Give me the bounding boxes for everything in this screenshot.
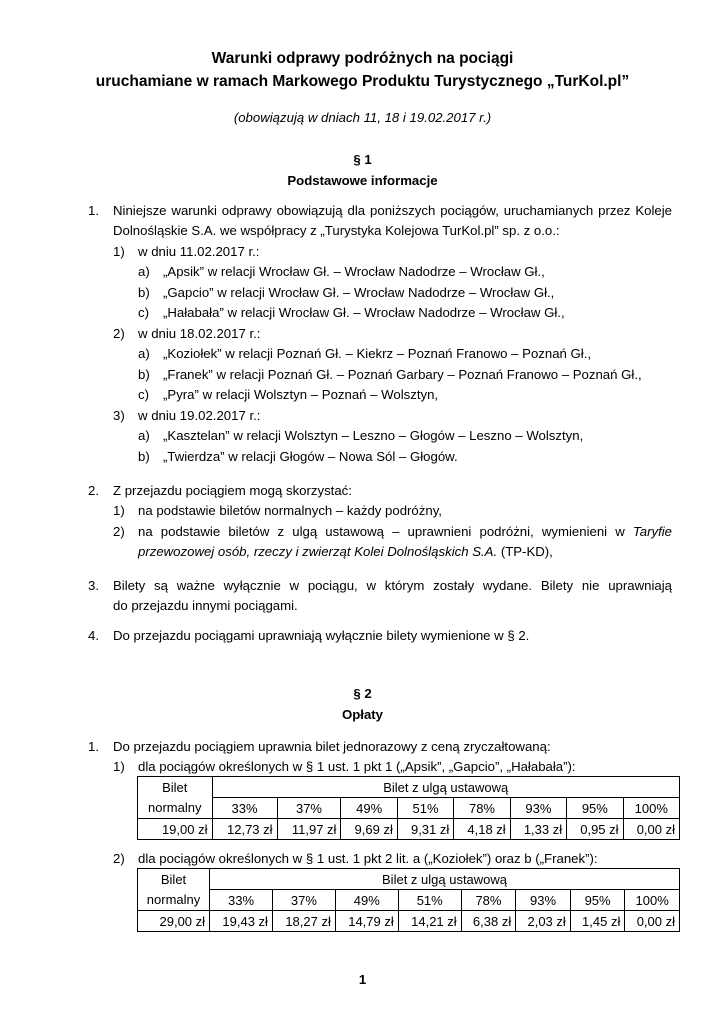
eligibility-item-line1 — [138, 523, 672, 541]
train-item: „Franek” w relacji Poznań Gł. – Poznań Garbary – Poznań Franowo – Poznań Gł., — [163, 367, 642, 382]
discount-percent: 49% — [341, 798, 397, 819]
s1-p3-number: 3. — [88, 578, 99, 593]
train-letter: a) — [138, 346, 150, 361]
s1-p1-number: 1. — [88, 203, 99, 218]
discount-percent: 100% — [625, 890, 680, 911]
discount-percent: 37% — [272, 890, 335, 911]
train-letter: b) — [138, 285, 150, 300]
s1-p4-number: 4. — [88, 628, 99, 643]
train-item: „Pyra” w relacji Wolsztyn – Poznań – Wolsztyn, — [163, 387, 439, 402]
reduced-ticket-header: Bilet z ulgą ustawową — [210, 869, 680, 890]
train-letter: a) — [138, 428, 150, 443]
discount-percent: 78% — [454, 798, 510, 819]
train-item: „Hałabała” w relacji Wrocław Gł. – Wrocław Nadodrze – Wrocław Gł., — [163, 305, 565, 320]
day-label: w dniu 19.02.2017 r.: — [138, 408, 261, 423]
train-letter: b) — [138, 449, 150, 464]
eligibility-number: 2) — [113, 524, 125, 539]
train-letter: b) — [138, 367, 150, 382]
reduced-price: 2,03 zł — [516, 911, 571, 932]
fare-table-caption: dla pociągów określonych w § 1 ust. 1 pkt 2 lit. a („Koziołek”) oraz b („Franek”): — [138, 851, 598, 866]
discount-percent: 95% — [567, 798, 623, 819]
section1-heading: Podstawowe informacje — [287, 173, 438, 188]
s1-p3-line2: do przejazdu innymi pociągami. — [113, 598, 298, 613]
discount-percent: 37% — [277, 798, 341, 819]
fare-table-caption: dla pociągów określonych w § 1 ust. 1 pkt 1 („Apsik”, „Gapcio”, „Hałabała”): — [138, 759, 576, 774]
discount-percent: 49% — [335, 890, 398, 911]
day-number: 1) — [113, 244, 125, 259]
s2-p1-line1: Do przejazdu pociągiem uprawnia bilet jednorazowy z ceną zryczałtowaną: — [113, 739, 551, 754]
discount-percent: 33% — [212, 798, 277, 819]
train-item: „Kasztelan” w relacji Wolsztyn – Leszno – Głogów – Leszno – Wolsztyn, — [163, 428, 584, 443]
train-item: „Koziołek” w relacji Poznań Gł. – Kiekrz – Poznań Franowo – Poznań Gł., — [163, 346, 592, 361]
reduced-price: 19,43 zł — [210, 911, 273, 932]
reduced-price: 14,79 zł — [335, 911, 398, 932]
day-number: 2) — [113, 326, 125, 341]
eligibility-item: na podstawie biletów normalnych – każdy podróżny, — [138, 503, 442, 518]
normal-price: 29,00 zł — [138, 911, 210, 932]
day-number: 3) — [113, 408, 125, 423]
discount-percent: 93% — [516, 890, 571, 911]
document-title-line2: uruchamiane w ramach Markowego Produktu Turystycznego „TurKol.pl” — [95, 73, 630, 90]
discount-percent: 78% — [461, 890, 516, 911]
fare-table-1 — [137, 776, 680, 840]
s1-p1-line1: Niniejsze warunki odprawy obowiązują dla poniższych pociągów, uruchamianych przez Koleje — [113, 203, 672, 218]
reduced-price: 11,97 zł — [277, 819, 341, 840]
eligibility-item-line2 — [138, 543, 553, 561]
discount-percent: 95% — [570, 890, 625, 911]
section2-heading: Opłaty — [341, 707, 384, 722]
reduced-price: 9,69 zł — [341, 819, 397, 840]
train-item: „Twierdza” w relacji Głogów – Nowa Sól – Głogów. — [163, 449, 458, 464]
fare-table-number: 1) — [113, 759, 125, 774]
normal-ticket-header: Bilet — [138, 777, 213, 798]
discount-percent: 100% — [623, 798, 679, 819]
normal-price: 19,00 zł — [138, 819, 213, 840]
normal-ticket-header-2: normalny — [138, 890, 210, 911]
reduced-price: 9,31 zł — [397, 819, 453, 840]
s1-p4-line1: Do przejazdu pociągami uprawniają wyłącznie bilety wymienione w § 2. — [113, 628, 530, 643]
fare-table-2 — [137, 868, 680, 932]
reduced-price: 1,45 zł — [570, 911, 625, 932]
reduced-price: 1,33 zł — [510, 819, 566, 840]
s1-p2-number: 2. — [88, 483, 99, 498]
discount-percent: 51% — [398, 890, 461, 911]
reduced-price: 14,21 zł — [398, 911, 461, 932]
s1-p1-line2: Dolnośląskie S.A. we współpracy z „Turystyka Kolejowa TurKol.pl” sp. z o.o.: — [113, 223, 560, 238]
train-letter: c) — [138, 305, 149, 320]
tariff-name-part1: Taryfie — [632, 524, 672, 539]
validity-note: (obowiązują w dniach 11, 18 i 19.02.2017 r.) — [233, 110, 492, 125]
discount-percent: 33% — [210, 890, 273, 911]
reduced-price: 0,00 zł — [623, 819, 679, 840]
page-number: 1 — [358, 972, 367, 987]
reduced-price: 12,73 zł — [212, 819, 277, 840]
s1-p2-line1: Z przejazdu pociągiem mogą skorzystać: — [113, 483, 352, 498]
fare-table-number: 2) — [113, 851, 125, 866]
section2-number: § 2 — [353, 686, 372, 701]
document-title-line1: Warunki odprawy podróżnych na pociągi — [211, 50, 514, 67]
reduced-price: 6,38 zł — [461, 911, 516, 932]
reduced-ticket-header: Bilet z ulgą ustawową — [212, 777, 680, 798]
eligibility-number: 1) — [113, 503, 125, 518]
train-item: „Gapcio” w relacji Wrocław Gł. – Wrocław Nadodrze – Wrocław Gł., — [163, 285, 555, 300]
reduced-price: 0,00 zł — [625, 911, 680, 932]
normal-ticket-header-2: normalny — [138, 798, 213, 819]
s1-p3-line1: Bilety są ważne wyłącznie w pociągu, w którym zostały wydane. Bilety nie uprawniają — [113, 578, 672, 593]
s2-p1-number: 1. — [88, 739, 99, 754]
discount-percent: 51% — [397, 798, 453, 819]
section1-number: § 1 — [353, 152, 372, 167]
reduced-price: 0,95 zł — [567, 819, 623, 840]
train-letter: c) — [138, 387, 149, 402]
tariff-abbrev: (TP-KD), — [500, 544, 553, 559]
day-label: w dniu 18.02.2017 r.: — [138, 326, 261, 341]
train-letter: a) — [138, 264, 150, 279]
normal-ticket-header: Bilet — [138, 869, 210, 890]
day-label: w dniu 11.02.2017 r.: — [138, 244, 260, 259]
reduced-price: 4,18 zł — [454, 819, 510, 840]
discount-percent: 93% — [510, 798, 566, 819]
eligibility-text: na podstawie biletów z ulgą ustawową – uprawnieni podróżni, wymienieni w — [138, 524, 625, 539]
tariff-name-part2: przewozowej osób, rzeczy i zwierząt Kolei Dolnośląskich S.A. — [138, 544, 498, 559]
train-item: „Apsik” w relacji Wrocław Gł. – Wrocław Nadodrze – Wrocław Gł., — [163, 264, 545, 279]
reduced-price: 18,27 zł — [272, 911, 335, 932]
